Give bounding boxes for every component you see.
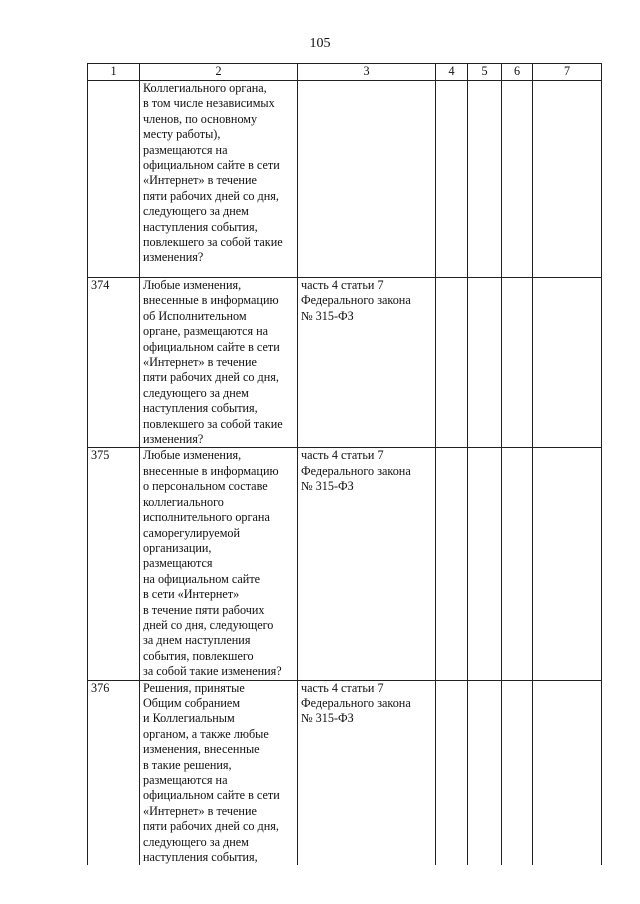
requirement-line: внесенные в информацию xyxy=(143,463,279,478)
column-header-5: 5 xyxy=(468,64,502,81)
requirement-line: за собой такие изменения? xyxy=(143,664,282,679)
reference-line: № 315-ФЗ xyxy=(301,711,354,726)
answer-cell xyxy=(436,278,468,448)
requirements-table xyxy=(87,63,602,865)
requirement-line: события, повлекшего xyxy=(143,648,254,663)
requirement-line: о персональном составе xyxy=(143,479,268,494)
reference-line: часть 4 статьи 7 xyxy=(301,278,384,292)
column-header-3: 3 xyxy=(298,64,436,81)
answer-cell xyxy=(502,278,533,448)
requirement-line: «Интернет» в течение xyxy=(143,173,257,188)
answer-cell xyxy=(436,81,468,278)
answer-cell xyxy=(502,81,533,278)
column-header-2: 2 xyxy=(140,64,298,81)
requirement-text xyxy=(140,81,298,278)
legal-reference xyxy=(298,680,436,865)
requirement-line: пяти рабочих дней со дня, xyxy=(143,819,279,834)
requirement-line: на официальном сайте xyxy=(143,571,261,586)
requirement-line: наступления события, xyxy=(143,850,258,865)
requirement-line: за днем наступления xyxy=(143,633,251,648)
requirement-text xyxy=(140,278,298,448)
legal-reference xyxy=(298,81,436,278)
answer-cell xyxy=(436,448,468,680)
row-number: 374 xyxy=(88,278,140,448)
requirement-line: размещаются xyxy=(143,556,213,571)
answer-cell xyxy=(502,448,533,680)
table-row xyxy=(88,81,602,278)
requirement-line: внесенные в информацию xyxy=(143,293,279,308)
answer-cell xyxy=(468,278,502,448)
requirement-line: пяти рабочих дней со дня, xyxy=(143,188,279,203)
requirement-line: и Коллегиальным xyxy=(143,711,235,726)
answer-cell xyxy=(468,448,502,680)
requirement-line: наступления события, xyxy=(143,401,258,416)
legal-reference xyxy=(298,278,436,448)
requirement-line: следующего за днем xyxy=(143,385,249,400)
column-header-6: 6 xyxy=(502,64,533,81)
answer-cell xyxy=(468,81,502,278)
requirement-line: Любые изменения, xyxy=(143,448,242,463)
reference-line: № 315-ФЗ xyxy=(301,479,354,494)
requirement-line: членов, по основному xyxy=(143,111,258,126)
notes-cell xyxy=(533,680,602,865)
reference-line: Федерального закона xyxy=(301,293,411,308)
reference-line: часть 4 статьи 7 xyxy=(301,680,384,695)
requirement-line: органе, размещаются на xyxy=(143,324,269,339)
requirement-line: официальном сайте в сети xyxy=(143,158,280,173)
table-row xyxy=(88,680,602,865)
requirement-line: «Интернет» в течение xyxy=(143,355,257,370)
requirement-line: следующего за днем xyxy=(143,204,249,219)
answer-cell xyxy=(468,680,502,865)
requirement-line: коллегиального xyxy=(143,494,224,509)
reference-line: Федерального закона xyxy=(301,463,411,478)
reference-line: часть 4 статьи 7 xyxy=(301,448,384,463)
column-header-7: 7 xyxy=(533,64,602,81)
header-row xyxy=(88,64,602,81)
notes-cell xyxy=(533,278,602,448)
requirement-line: месту работы), xyxy=(143,127,221,142)
requirement-line: официальном сайте в сети xyxy=(143,788,280,803)
requirement-line: Коллегиального органа, xyxy=(143,81,267,95)
requirement-line: изменения, внесенные xyxy=(143,742,260,757)
column-header-4: 4 xyxy=(436,64,468,81)
table-row xyxy=(88,448,602,680)
answer-cell xyxy=(502,680,533,865)
requirement-text xyxy=(140,448,298,680)
requirement-line: изменения? xyxy=(143,250,204,265)
column-header-1: 1 xyxy=(88,64,140,81)
requirement-line: саморегулируемой xyxy=(143,525,241,540)
requirement-text xyxy=(140,680,298,865)
answer-cell xyxy=(436,680,468,865)
requirement-line: изменения? xyxy=(143,432,204,447)
reference-line: Федерального закона xyxy=(301,695,411,710)
requirement-line: размещаются на xyxy=(143,773,228,787)
requirement-line: повлекшего за собой такие xyxy=(143,235,283,250)
requirement-line: повлекшего за собой такие xyxy=(143,416,283,431)
requirement-line: официальном сайте в сети xyxy=(143,339,280,354)
requirement-line: пяти рабочих дней со дня, xyxy=(143,370,279,385)
requirement-line: Общим собранием xyxy=(143,695,241,710)
table-row xyxy=(88,278,602,448)
requirement-line: исполнительного органа xyxy=(143,510,270,525)
requirement-line: в том числе независимых xyxy=(143,96,275,111)
requirement-line: об Исполнительном xyxy=(143,308,247,323)
requirement-line: в сети «Интернет» xyxy=(143,587,240,602)
requirement-line: Решения, принятые xyxy=(143,680,245,695)
requirement-line: органом, а также любые xyxy=(143,726,269,741)
requirement-line: следующего за днем xyxy=(143,834,249,849)
requirement-line: размещаются на xyxy=(143,142,228,157)
row-number: 376 xyxy=(88,680,140,865)
requirement-line: в такие решения, xyxy=(143,757,232,772)
reference-line: № 315-ФЗ xyxy=(301,308,354,323)
requirement-line: в течение пяти рабочих xyxy=(143,602,265,617)
row-number xyxy=(88,81,140,278)
requirement-line: Любые изменения, xyxy=(143,278,242,292)
requirement-line: организации, xyxy=(143,540,212,555)
legal-reference xyxy=(298,448,436,680)
requirement-line: наступления события, xyxy=(143,219,258,234)
row-number: 375 xyxy=(88,448,140,680)
notes-cell xyxy=(533,448,602,680)
requirement-line: дней со дня, следующего xyxy=(143,617,274,632)
requirement-line: «Интернет» в течение xyxy=(143,803,257,818)
notes-cell xyxy=(533,81,602,278)
page-number: 105 xyxy=(309,36,331,51)
